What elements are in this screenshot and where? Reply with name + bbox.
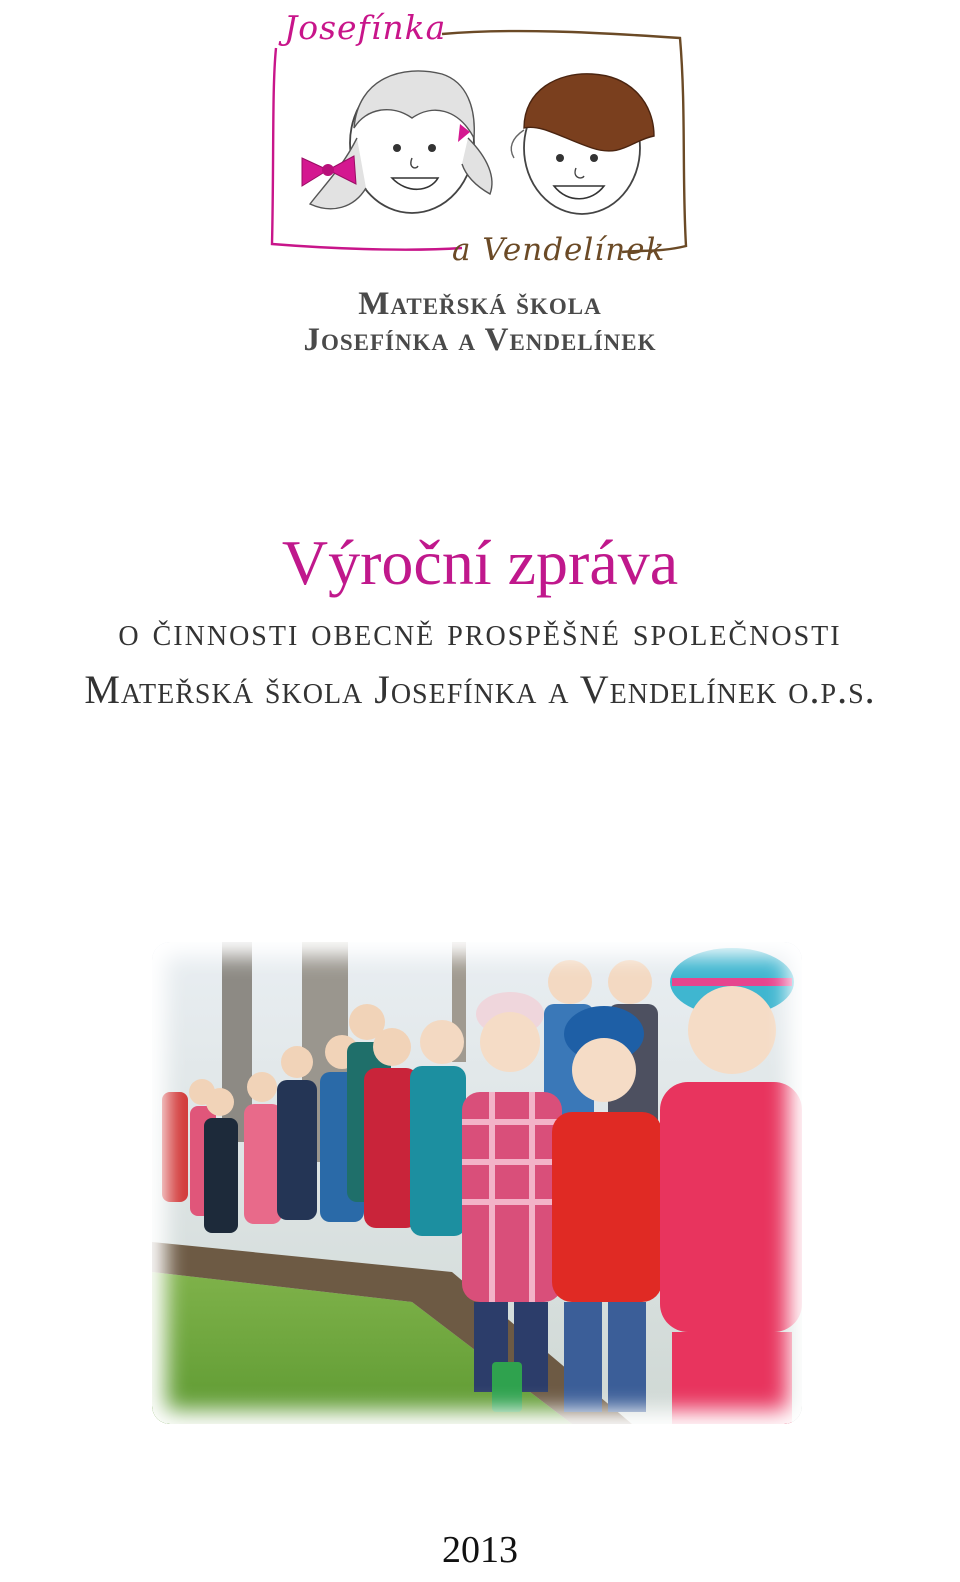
report-subtitle-line1: o činnosti obecně prospěšné společnosti: [118, 609, 842, 654]
school-name-line2: Josefínka a Vendelínek: [303, 322, 657, 358]
children-group-photo: [152, 942, 802, 1424]
logo-script-josefinka: Josefínka: [284, 8, 447, 47]
school-name-line1: Mateřská škola: [358, 286, 602, 322]
report-title: Výroční zpráva: [281, 527, 679, 598]
report-year: 2013: [442, 1529, 518, 1571]
school-logo: [262, 8, 702, 278]
report-subtitle-line2: Mateřská škola Josefínka a Vendelínek o.p.s.: [84, 667, 876, 712]
logo-script-vendelinek: a Vendelínek: [452, 232, 666, 268]
photo-soft-edge: [152, 942, 802, 1424]
